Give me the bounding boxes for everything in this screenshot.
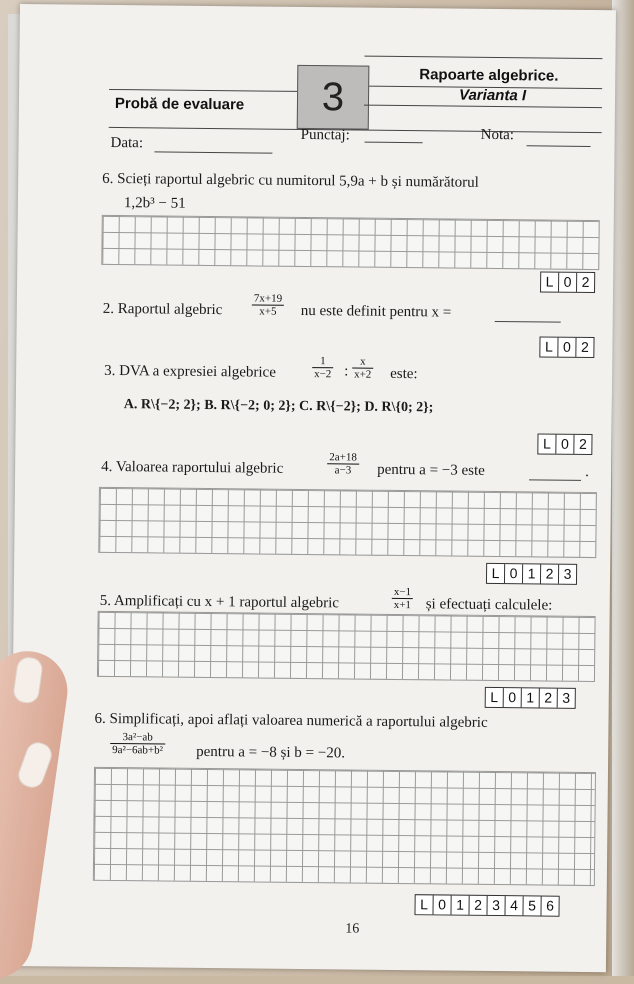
header-title: Rapoarte algebrice. xyxy=(419,66,559,85)
header-line xyxy=(109,89,297,92)
q5-denominator: x+1 xyxy=(393,598,412,612)
test-number-box: 3 xyxy=(297,65,370,130)
q6-numerator: 3a²−ab xyxy=(110,731,165,745)
score-cell: 3 xyxy=(558,565,576,584)
score-cell: 0 xyxy=(555,435,573,454)
q3-f2-denominator: x+2 xyxy=(354,368,372,381)
q3-score-box xyxy=(537,433,592,455)
q5-answer-grid[interactable] xyxy=(97,611,596,682)
score-cell: 5 xyxy=(522,896,540,915)
q6-denominator: 9a²−6ab+b² xyxy=(112,744,164,757)
q3-options[interactable]: A. R\{−2; 2}; B. R\{−2; 0; 2}; C. R\{−2}; D. R\{0; 2}; xyxy=(123,397,434,416)
q1-text: 6. Scieți raportul algebric cu numitorul 5,9a + b și numărătorul xyxy=(102,170,479,191)
q3-text-a: 3. DVA a expresiei algebrice xyxy=(104,362,276,381)
score-cell: 1 xyxy=(521,688,539,707)
q3-text-b: este: xyxy=(390,365,418,383)
grade-field xyxy=(527,145,591,147)
score-cell: 3 xyxy=(557,689,575,708)
score-cell: 1 xyxy=(522,564,540,583)
q4-text-b: pentru a = −3 este xyxy=(377,461,485,479)
score-cell: 4 xyxy=(504,896,522,915)
q4-fraction xyxy=(327,451,359,476)
q2-numerator: 7x+19 xyxy=(252,292,284,305)
score-field xyxy=(365,142,423,144)
score-cell: 0 xyxy=(432,895,450,914)
score-cell: 2 xyxy=(540,564,558,583)
q2-answer-blank[interactable] xyxy=(495,321,561,323)
finger-nail xyxy=(12,656,44,705)
score-cell: 0 xyxy=(503,688,521,707)
q1-text-cont: 1,2b³ − 51 xyxy=(123,195,186,212)
score-cell: 2 xyxy=(575,338,593,357)
q3-fraction-1 xyxy=(312,355,333,380)
q6-text-b: pentru a = −8 și b = −20. xyxy=(196,743,346,762)
q3-f2-numerator: x xyxy=(352,355,373,368)
q1-answer-grid[interactable] xyxy=(101,215,599,270)
score-cell: L xyxy=(491,564,500,582)
q4-text-a: 4. Valoarea raportului algebric xyxy=(101,458,284,477)
score-cell: L xyxy=(542,435,551,452)
page-stack-edge-right xyxy=(612,0,634,976)
score-cell: L xyxy=(545,273,554,290)
score-cell: 1 xyxy=(450,896,468,915)
q1-score-box xyxy=(540,271,595,293)
header-line xyxy=(364,105,602,108)
date-field xyxy=(154,151,272,153)
q3-f1-denominator: x−2 xyxy=(314,368,332,381)
page-number: 16 xyxy=(345,921,360,937)
q6-score-box xyxy=(414,894,559,917)
score-cell: 2 xyxy=(539,688,557,707)
q6-text-a: 6. Simplificați, apoi aflați valoarea numerică a raportului algebric xyxy=(94,710,488,731)
q4-numerator: 2a+18 xyxy=(327,451,359,464)
header-variant: Varianta I xyxy=(458,86,527,105)
q4-score-box xyxy=(486,563,577,585)
score-cell: 3 xyxy=(486,896,504,915)
q5-text-b: și efectuați calculele: xyxy=(425,596,553,614)
header-line xyxy=(364,56,602,59)
score-cell: 2 xyxy=(468,896,486,915)
q4-denominator: a−3 xyxy=(334,464,352,477)
score-cell: L xyxy=(490,688,499,706)
q3-f1-numerator: 1 xyxy=(312,355,333,368)
q6-answer-grid[interactable] xyxy=(93,767,596,886)
worksheet-page xyxy=(10,4,616,972)
score-label: Punctaj: xyxy=(300,126,350,144)
score-cell: 2 xyxy=(576,273,594,292)
score-cell: 6 xyxy=(540,897,558,916)
q4-answer-grid[interactable] xyxy=(98,487,597,558)
score-cell: 0 xyxy=(558,273,576,292)
q4-end: . xyxy=(585,463,589,480)
q3-division-sign: : xyxy=(344,363,349,380)
q5-text-a: 5. Amplificați cu x + 1 raportul algebric xyxy=(99,592,340,612)
q6-fraction xyxy=(110,731,165,757)
test-label: Probă de evaluare xyxy=(114,95,245,114)
q4-answer-blank[interactable] xyxy=(529,479,581,481)
date-label: Data: xyxy=(110,134,144,152)
score-cell: 0 xyxy=(504,564,522,583)
q2-denominator: x+5 xyxy=(259,305,277,318)
q2-score-box xyxy=(539,336,594,358)
score-cell: 0 xyxy=(557,338,575,357)
score-cell: L xyxy=(420,896,429,913)
q5-fraction xyxy=(392,586,413,611)
q3-fraction-2 xyxy=(352,355,373,380)
grade-label: Nota: xyxy=(480,126,515,144)
q5-numerator: x−1 xyxy=(392,586,413,599)
q2-fraction xyxy=(252,292,284,317)
q2-text-a: 2. Raportul algebric xyxy=(102,300,223,319)
q5-score-box xyxy=(485,687,576,709)
score-cell: 2 xyxy=(573,435,591,454)
score-cell: L xyxy=(544,338,553,355)
q2-text-b: nu este definit pentru x = xyxy=(300,302,452,321)
